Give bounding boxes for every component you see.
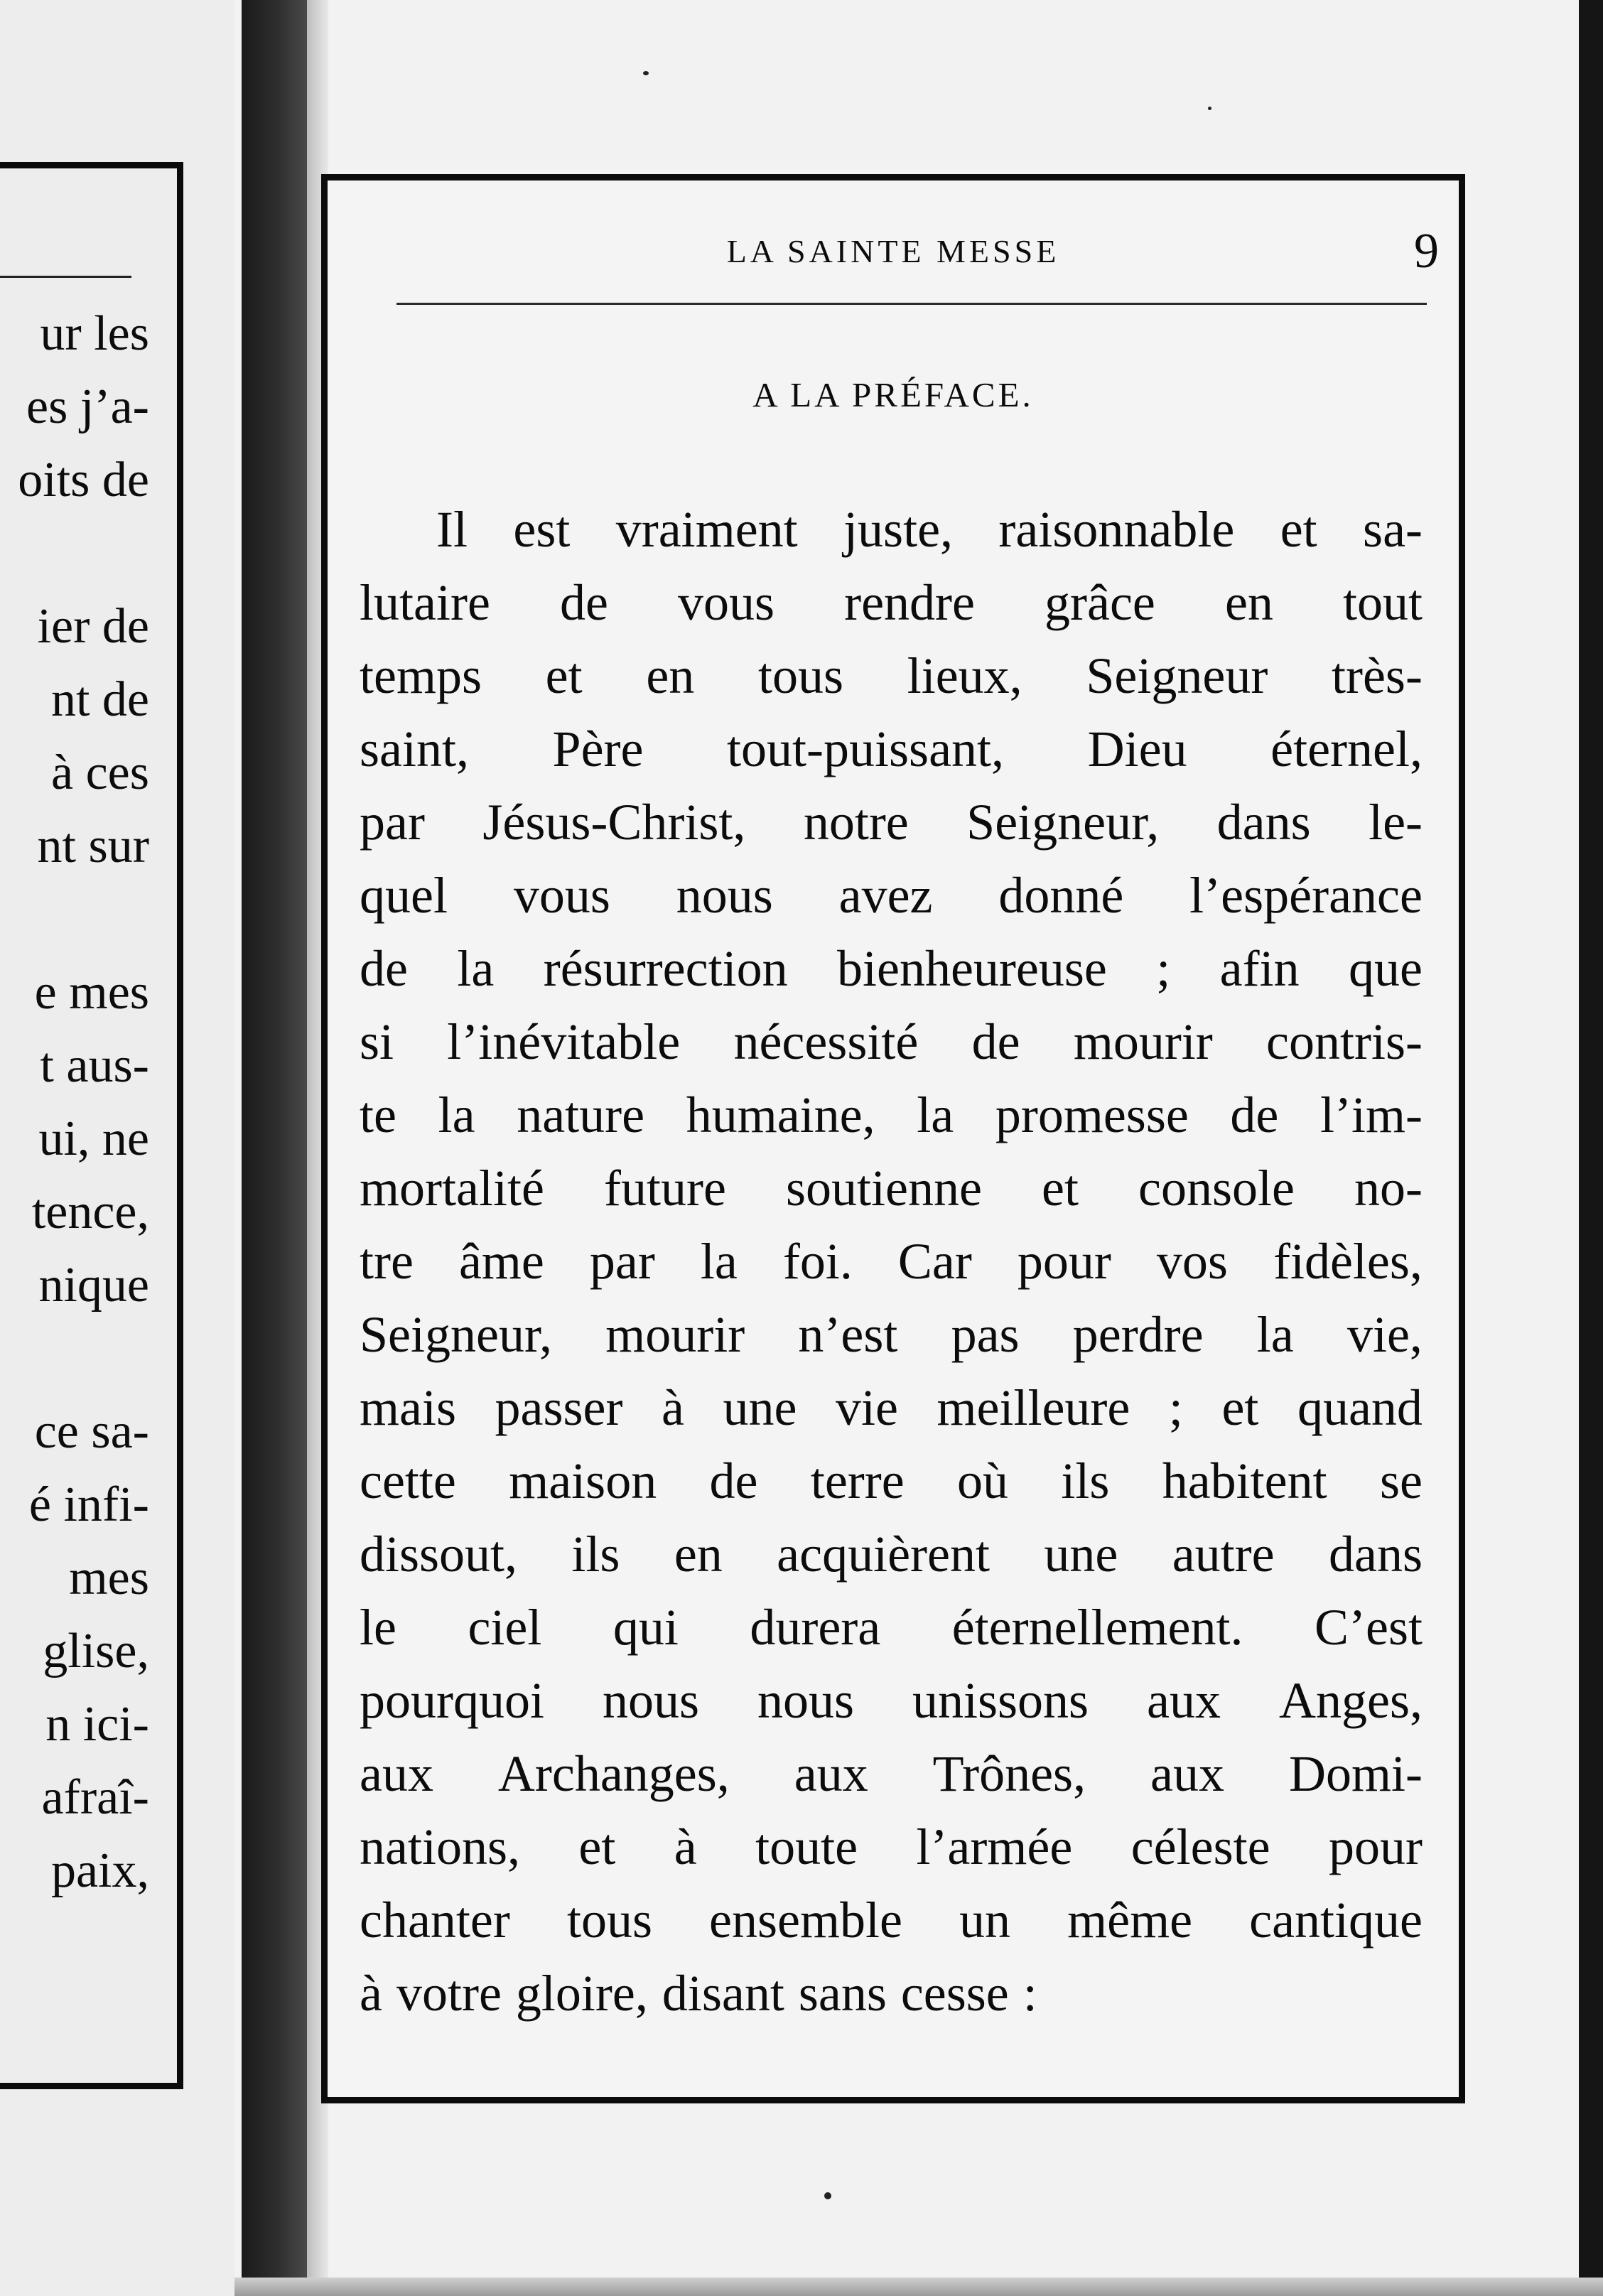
- body-word: perdre: [1072, 1306, 1204, 1363]
- body-word: Domi-: [1288, 1745, 1423, 1802]
- body-word: de: [360, 940, 408, 997]
- body-word: la: [1256, 1306, 1294, 1363]
- body-word: fidèles,: [1273, 1233, 1423, 1290]
- body-word: Père: [552, 721, 644, 777]
- body-line: [360, 1737, 1423, 1811]
- body-word: par: [360, 794, 425, 851]
- body-word: avez: [838, 867, 933, 924]
- body-word: :: [1022, 1965, 1037, 2022]
- body-word: saint,: [360, 721, 469, 777]
- body-word: lieux,: [907, 647, 1022, 704]
- body-word: de: [1230, 1087, 1279, 1143]
- body-word: l’inévitable: [447, 1013, 681, 1070]
- body-word: ensemble: [709, 1892, 902, 1949]
- body-word: vous: [513, 867, 610, 924]
- body-word: autre: [1172, 1526, 1275, 1583]
- body-word: tous: [566, 1892, 652, 1949]
- body-word: meilleure: [937, 1379, 1130, 1436]
- running-head: [328, 220, 1459, 284]
- body-word: se: [1379, 1452, 1423, 1509]
- previous-page-line: glise,: [43, 1624, 149, 1678]
- body-word: notre: [803, 794, 909, 851]
- body-word: de: [709, 1452, 758, 1509]
- body-word: si: [360, 1013, 394, 1070]
- body-word: Seigneur: [1086, 647, 1268, 704]
- body-word: mourir: [605, 1306, 745, 1363]
- body-line: [360, 1445, 1423, 1518]
- print-speck: [1208, 107, 1211, 110]
- body-word: vos: [1156, 1233, 1228, 1290]
- body-word: vie: [835, 1379, 898, 1436]
- body-word: à: [661, 1379, 684, 1436]
- body-word: Il: [436, 501, 468, 558]
- body-word: où: [957, 1452, 1009, 1509]
- body-word: chanter: [360, 1892, 510, 1949]
- body-word: Seigneur,: [966, 794, 1160, 851]
- body-word: ciel: [468, 1599, 542, 1656]
- body-word: console: [1138, 1160, 1295, 1217]
- body-word: maison: [509, 1452, 657, 1509]
- body-word: en: [1224, 574, 1273, 631]
- body-word: pourquoi: [360, 1672, 544, 1729]
- body-word: éternel,: [1270, 721, 1423, 777]
- body-word: et: [1041, 1160, 1079, 1217]
- body-word: Archanges,: [497, 1745, 730, 1802]
- body-word: habitent: [1162, 1452, 1327, 1509]
- body-line: [360, 1957, 1423, 2030]
- body-text: [360, 493, 1423, 2030]
- body-word: une: [723, 1379, 797, 1436]
- body-word: et: [1221, 1379, 1259, 1436]
- body-word: grâce: [1045, 574, 1155, 631]
- body-word: quand: [1297, 1379, 1423, 1436]
- body-word: la: [917, 1087, 954, 1143]
- section-heading: A LA PRÉFACE.: [752, 375, 1034, 414]
- body-word: ;: [1168, 1379, 1183, 1436]
- body-word: le: [360, 1599, 396, 1656]
- body-word: et: [545, 647, 583, 704]
- body-word: la: [438, 1087, 475, 1143]
- running-title: LA SAINTE MESSE: [726, 233, 1060, 269]
- body-line: [360, 786, 1423, 859]
- body-word: mortalité: [360, 1160, 544, 1217]
- body-line: [360, 859, 1423, 932]
- body-word: la: [700, 1233, 738, 1290]
- body-line: [360, 1811, 1423, 1884]
- body-word: l’im-: [1320, 1087, 1423, 1143]
- body-word: unissons: [912, 1672, 1089, 1729]
- body-word: pour: [1328, 1818, 1423, 1875]
- body-word: sa-: [1363, 501, 1423, 558]
- body-word: en: [674, 1526, 723, 1583]
- body-word: nous: [757, 1672, 855, 1729]
- previous-page-line: oits de: [18, 453, 149, 507]
- body-word: contris-: [1266, 1013, 1423, 1070]
- body-word: de: [971, 1013, 1020, 1070]
- body-word: mais: [360, 1379, 456, 1436]
- body-word: pour: [1017, 1233, 1111, 1290]
- body-word: votre: [396, 1965, 502, 2022]
- body-word: terre: [810, 1452, 905, 1509]
- body-word: nous: [676, 867, 773, 924]
- previous-page-line: nique: [38, 1258, 149, 1313]
- body-word: sans: [798, 1965, 887, 2022]
- body-line: [360, 640, 1423, 713]
- body-line: [360, 1225, 1423, 1298]
- previous-page-line: à ces: [51, 745, 149, 800]
- body-line: [360, 1664, 1423, 1737]
- body-word: quel: [360, 867, 448, 924]
- previous-page-line: t aus-: [40, 1038, 149, 1093]
- body-word: dissout,: [360, 1526, 518, 1583]
- previous-page-line: nt sur: [37, 819, 149, 873]
- body-word: nous: [602, 1672, 699, 1729]
- previous-page-line: afraî-: [41, 1770, 149, 1825]
- previous-page-line: ce sa-: [34, 1404, 149, 1459]
- body-word: l’armée: [916, 1818, 1073, 1875]
- body-word: rendre: [844, 574, 975, 631]
- body-word: âme: [458, 1233, 544, 1290]
- body-word: aux: [1150, 1745, 1224, 1802]
- body-word: n’est: [798, 1306, 898, 1363]
- body-word: en: [646, 647, 695, 704]
- body-word: nécessité: [733, 1013, 919, 1070]
- book-gutter: [242, 0, 307, 2296]
- body-word: résurrection: [543, 940, 788, 997]
- body-word: très-: [1331, 647, 1423, 704]
- body-word: soutienne: [785, 1160, 982, 1217]
- body-word: vie,: [1346, 1306, 1423, 1363]
- body-word: une: [1044, 1526, 1118, 1583]
- body-word: ils: [1061, 1452, 1110, 1509]
- page-number: 9: [1414, 224, 1439, 279]
- body-word: aux: [794, 1745, 868, 1802]
- body-word: nature: [517, 1087, 645, 1143]
- body-word: Seigneur,: [360, 1306, 553, 1363]
- previous-page-line: es j’a-: [26, 379, 149, 434]
- body-word: à: [674, 1818, 697, 1875]
- body-word: tout: [1342, 574, 1423, 631]
- body-word: tout-puissant,: [727, 721, 1005, 777]
- scan-right-edge: [1579, 0, 1603, 2296]
- body-word: même: [1067, 1892, 1193, 1949]
- body-word: durera: [750, 1599, 881, 1656]
- body-word: C’est: [1314, 1599, 1423, 1656]
- body-word: cesse: [900, 1965, 1009, 2022]
- body-word: cette: [360, 1452, 456, 1509]
- body-line: [360, 1298, 1423, 1371]
- body-line: [360, 1006, 1423, 1079]
- body-word: passer: [495, 1379, 623, 1436]
- body-word: dans: [1328, 1526, 1423, 1583]
- body-line: [360, 1884, 1423, 1957]
- previous-page-text: [18, 297, 149, 1907]
- body-word: l’espérance: [1189, 867, 1423, 924]
- previous-page-line: mes: [69, 1551, 149, 1605]
- body-word: Jésus-Christ,: [482, 794, 746, 851]
- previous-page-line: paix,: [50, 1843, 149, 1898]
- body-word: ;: [1156, 940, 1171, 997]
- body-word: vous: [678, 574, 775, 631]
- body-word: et: [578, 1818, 616, 1875]
- body-line: [360, 1079, 1423, 1152]
- body-word: qui: [612, 1599, 679, 1656]
- body-word: disant: [662, 1965, 784, 2022]
- body-word: bienheureuse: [836, 940, 1107, 997]
- body-word: foi.: [782, 1233, 853, 1290]
- body-word: juste,: [843, 501, 954, 558]
- body-line: [360, 1518, 1423, 1591]
- body-line: [360, 1152, 1423, 1225]
- body-word: mourir: [1073, 1013, 1213, 1070]
- body-word: toute: [755, 1818, 858, 1875]
- body-word: est: [513, 501, 571, 558]
- body-word: aux: [360, 1745, 433, 1802]
- previous-page-line: nt de: [50, 672, 149, 727]
- body-word: gloire,: [515, 1965, 648, 2022]
- body-word: Anges,: [1279, 1672, 1423, 1729]
- previous-page-line: n ici-: [45, 1697, 149, 1752]
- body-line: [360, 1371, 1423, 1445]
- print-speck: [643, 71, 649, 75]
- body-word: un: [959, 1892, 1011, 1949]
- page-frame: [321, 174, 1465, 2103]
- body-word: à: [360, 1965, 382, 2022]
- body-word: tre: [360, 1233, 414, 1290]
- page-bottom-shadow: [234, 2278, 1603, 2296]
- body-word: raisonnable: [998, 501, 1235, 558]
- body-word: Car: [897, 1233, 972, 1290]
- body-word: acquièrent: [777, 1526, 990, 1583]
- body-word: lutaire: [360, 574, 490, 631]
- body-word: céleste: [1130, 1818, 1270, 1875]
- body-word: nations,: [360, 1818, 520, 1875]
- body-word: temps: [360, 647, 482, 704]
- previous-page-line: ui, ne: [38, 1111, 149, 1166]
- body-word: vraiment: [615, 501, 798, 558]
- previous-page-line: e mes: [34, 965, 149, 1020]
- print-speck: [824, 2192, 831, 2199]
- body-word: future: [603, 1160, 726, 1217]
- body-word: le-: [1369, 794, 1423, 851]
- body-line: [360, 566, 1423, 640]
- previous-page-line: é infi-: [28, 1477, 149, 1532]
- body-word: cantique: [1249, 1892, 1423, 1949]
- previous-page-head-rule: [0, 276, 131, 278]
- body-word: Dieu: [1087, 721, 1187, 777]
- body-word: que: [1348, 940, 1423, 997]
- previous-page-line: ur les: [40, 306, 149, 361]
- body-line: [360, 932, 1423, 1006]
- body-word: promesse: [995, 1087, 1189, 1143]
- body-word: Trônes,: [932, 1745, 1086, 1802]
- body-word: tous: [757, 647, 844, 704]
- body-word: pas: [951, 1306, 1020, 1363]
- body-word: humaine,: [686, 1087, 875, 1143]
- previous-page: [0, 0, 234, 2296]
- body-line: [360, 1591, 1423, 1664]
- body-word: par: [589, 1233, 655, 1290]
- previous-page-line: tence,: [31, 1185, 149, 1239]
- body-word: de: [559, 574, 608, 631]
- body-word: et: [1280, 501, 1317, 558]
- body-word: dans: [1216, 794, 1311, 851]
- body-word: no-: [1354, 1160, 1423, 1217]
- body-word: te: [360, 1087, 396, 1143]
- body-line: [360, 493, 1423, 566]
- body-word: donné: [998, 867, 1124, 924]
- body-word: ils: [571, 1526, 620, 1583]
- body-word: éternellement.: [951, 1599, 1243, 1656]
- body-line: [360, 713, 1423, 786]
- body-word: afin: [1219, 940, 1300, 997]
- previous-page-line: ier de: [37, 599, 149, 654]
- body-word: la: [457, 940, 495, 997]
- header-rule: [396, 303, 1427, 305]
- body-word: aux: [1147, 1672, 1221, 1729]
